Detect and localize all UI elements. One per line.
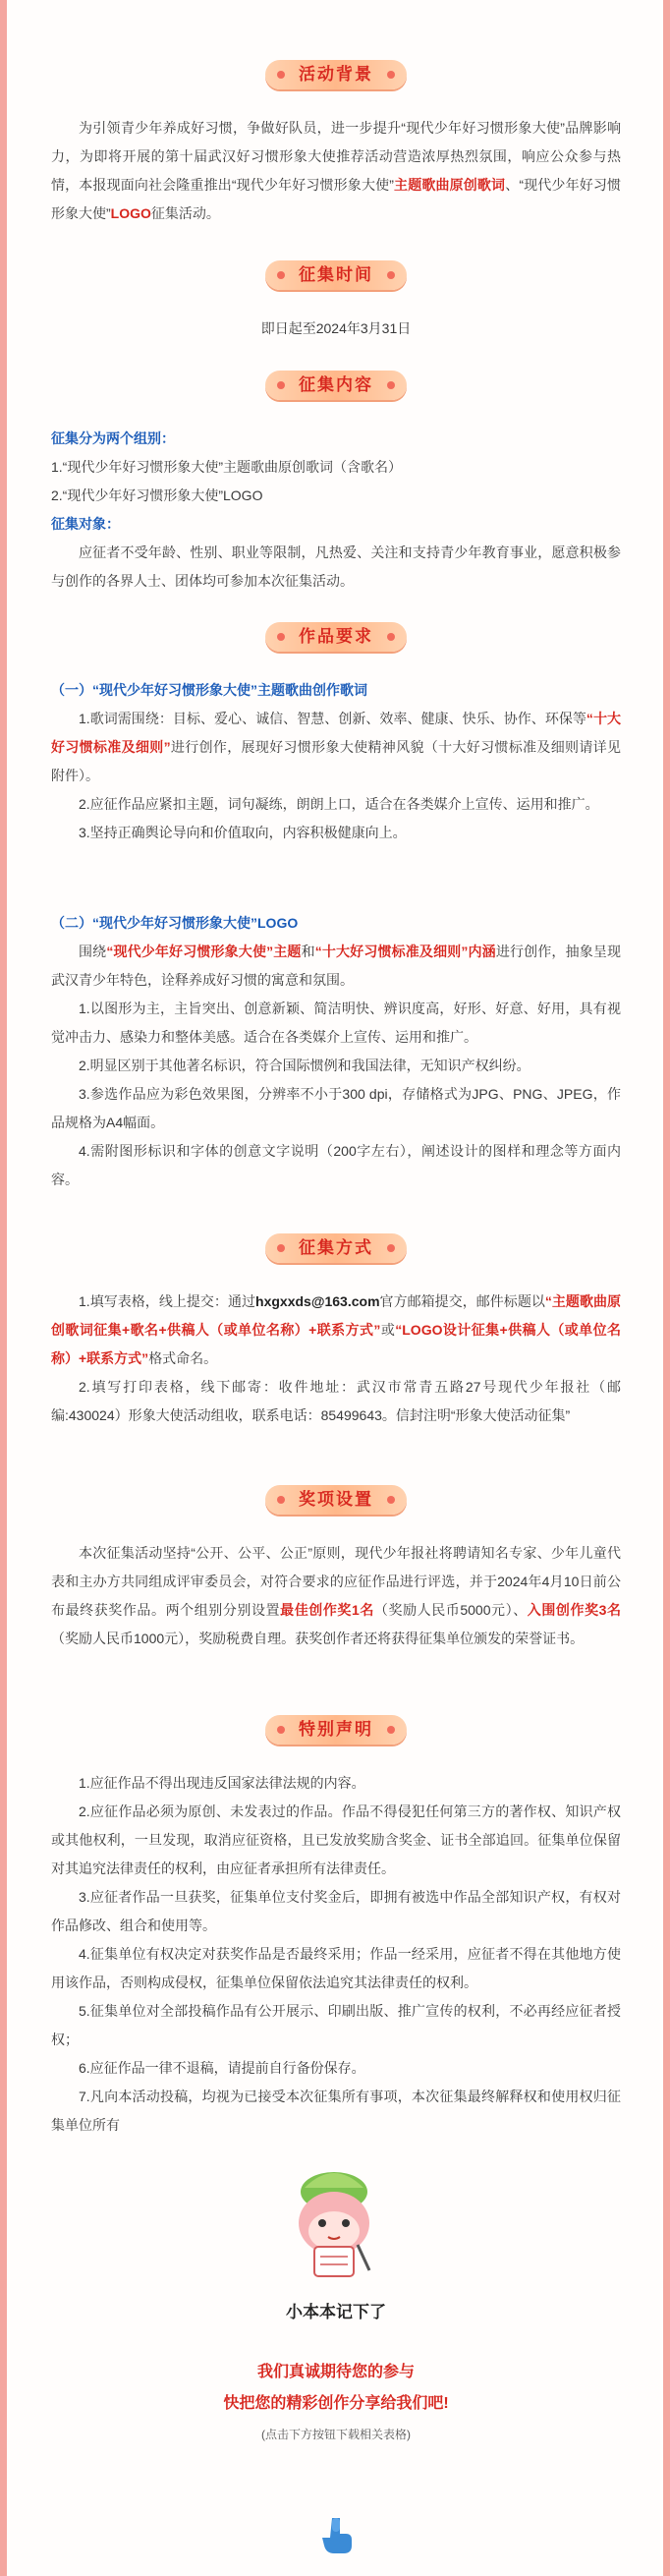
content-block — [51, 425, 621, 596]
highlight-standards: “十大好习惯标准及细则”内涵 — [314, 944, 496, 959]
method-item-online — [51, 1288, 621, 1373]
pointing-hand-icon[interactable] — [318, 2516, 354, 2555]
section-title: 征集内容 — [265, 371, 407, 400]
mascot-note-icon — [275, 2162, 393, 2288]
awards-text: （奖励人民币5000元）、 — [373, 1602, 528, 1618]
highlight-best-award: 最佳创作奖1名 — [280, 1602, 374, 1618]
section-header-statement — [51, 1708, 621, 1751]
method-text: 格式命名。 — [148, 1350, 218, 1366]
requirement-text: 1.歌词需围绕：目标、爱心、诚信、智慧、创新、效率、健康、快乐、协作、环保等 — [79, 711, 586, 726]
section-header-requirements — [51, 615, 621, 658]
requirement-item — [51, 938, 621, 995]
groups-title: 征集分为两个组别： — [51, 430, 175, 446]
statement-item: 3.应征者作品一旦获奖，征集单位支付奖金后，即拥有被选中作品全部知识产权，有权对作品修改、组合和使用等。 — [51, 1889, 621, 1933]
section-header-time — [51, 254, 621, 297]
time-text: 即日起至2024年3月31日 — [260, 320, 412, 336]
section-title: 征集时间 — [265, 260, 407, 290]
section-title: 活动背景 — [265, 60, 407, 89]
statement-item: 7.凡向本活动投稿，均视为已接受本次征集所有事项，本次征集最终解释权和使用权归征集单位所有 — [51, 2089, 621, 2133]
footer-invite: 我们真诚期待您的参与 — [256, 2364, 415, 2380]
method-text: 或 — [380, 1322, 396, 1338]
requirements-lyrics-block — [51, 676, 621, 847]
background-text: 为引领青少年养成好习惯，争做好队员，进一步提升“现代少年好习惯形象大使”品牌影响力，为即将开展的第十届武汉好习惯形象大使推荐活动营造浓厚热烈氛围，响应公众参与热情，本报现面向社会隆重推出“现代少年好习惯形象大使” — [51, 120, 621, 193]
footer-note: (点击下方按钮下载相关表格) — [261, 2428, 411, 2441]
requirements-subtitle-lyrics: （一）“现代少年好习惯形象大使”主题歌曲创作歌词 — [51, 682, 367, 698]
section-title: 征集方式 — [265, 1233, 407, 1263]
target-title: 征集对象： — [51, 516, 120, 532]
highlight-theme: “现代少年好习惯形象大使”主题 — [106, 944, 302, 959]
highlight-standards: “十大好习惯标准及细则” — [51, 711, 621, 755]
requirement-item: 2.明显区别于其他著名标识，符合国际惯例和我国法律，无知识产权纠纷。 — [79, 1058, 530, 1073]
section-header-awards — [51, 1478, 621, 1521]
requirement-text: 围绕 — [79, 944, 107, 959]
statement-item: 4.征集单位有权决定对获奖作品是否最终采用；作品一经采用，应征者不得在其他地方使用该作品，否则构成侵权，征集单位保留依法追究其法律责任的权利。 — [51, 1946, 621, 1990]
awards-paragraph — [51, 1539, 621, 1653]
statement-item: 1.应征作品不得出现违反国家法律法规的内容。 — [79, 1775, 365, 1791]
statement-item: 5.征集单位对全部投稿作品有公开展示、印刷出版、推广宣传的权利，不必再经应征者授权； — [51, 2003, 621, 2047]
footer-share: 快把您的精彩创作分享给我们吧! — [223, 2395, 449, 2412]
background-paragraph — [51, 114, 621, 228]
email-address[interactable]: hxgxxds@163.com — [255, 1293, 380, 1309]
highlight-finalist-award: 入围创作奖3名 — [527, 1602, 621, 1618]
requirements-logo-block — [51, 909, 621, 1194]
target-text: 应征者不受年龄、性别、职业等限制，凡热爱、关注和支持青少年教育事业，愿意积极参与创作的各界人士、团体均可参加本次征集活动。 — [51, 544, 621, 589]
mascot-caption: 小本本记下了 — [286, 2303, 386, 2321]
awards-text: 本次征集活动坚持“公开、公平、公正”原则，现代少年报社将聘请知名专家、少年儿童代表和主办方共同组成评审委员会，对符合要求的应征作品进行评选，并于2024年4月10日前公布最终获奖作品。两个组别分别设置 — [51, 1545, 621, 1618]
section-title: 作品要求 — [265, 622, 407, 652]
group-item-2: 2.“现代少年好习惯形象大使”LOGO — [51, 487, 263, 503]
requirement-item: 3.坚持正确舆论导向和价值取向，内容积极健康向上。 — [79, 825, 407, 840]
highlight-lyrics-format: “主题歌曲原创歌词征集+歌名+供稿人（或单位名称）+联系方式” — [51, 1293, 622, 1338]
statement-block — [51, 1769, 621, 2140]
requirement-item: 1.以图形为主，主旨突出、创意新颖、简洁明快、辨识度高，好形、好意、好用，具有视觉冲击力、感染力和整体美感。适合在各类媒介上宣传、运用和推广。 — [51, 1001, 621, 1045]
section-header-method — [51, 1227, 621, 1270]
requirement-text: 和 — [301, 944, 315, 959]
method-block — [51, 1288, 621, 1430]
requirements-subtitle-logo: （二）“现代少年好习惯形象大使”LOGO — [51, 915, 299, 931]
requirement-text: 进行创作，抽象呈现武汉青少年特色，诠释养成好习惯的寓意和氛围。 — [51, 944, 622, 988]
statement-item: 2.应征作品必须为原创、未发表过的作品。作品不得侵犯任何第三方的著作权、知识产权或其他权利，一旦发现，取消应征资格，且已发放奖励含奖金、证书全部追回。征集单位保留对其追究法律责任的权利，由应征者承担所有法律责任。 — [51, 1803, 621, 1876]
awards-text: （奖励人民币1000元），奖励税费自理。获奖创作者还将获得征集单位颁发的荣誉证书。 — [51, 1631, 585, 1646]
requirement-text: 进行创作，展现好习惯形象大使精神风貌（十大好习惯标准及细则请详见附件）。 — [51, 739, 622, 783]
requirement-item: 3.参选作品应为彩色效果图，分辨率不小于300 dpi，存储格式为JPG、PNG、JPEG，作品规格为A4幅面。 — [51, 1086, 621, 1130]
highlight-lyrics: 主题歌曲原创歌词 — [393, 177, 506, 193]
background-text-2: 、“现代少年好习惯形象大使” — [51, 177, 622, 221]
highlight-logo: LOGO — [110, 205, 151, 221]
section-header-content — [51, 364, 621, 407]
highlight-logo-format: “LOGO设计征集+供稿人（或单位名称）+联系方式” — [51, 1322, 622, 1366]
group-item-1: 1.“现代少年好习惯形象大使”主题歌曲原创歌词（含歌名） — [51, 459, 402, 475]
requirement-item — [51, 705, 621, 790]
method-text: 官方邮箱提交，邮件标题以 — [379, 1293, 545, 1309]
method-item-offline: 2.填写打印表格，线下邮寄：收件地址：武汉市常青五路27号现代少年报社（邮编:430024）形象大使活动组收，联系电话：85499643。信封注明“形象大使活动征集” — [51, 1379, 621, 1423]
section-header-background — [51, 53, 621, 96]
section-title: 特别声明 — [265, 1715, 407, 1745]
requirement-item: 4.需附图形标识和字体的创意文字说明（200字左右），阐述设计的图样和理念等方面内容。 — [51, 1143, 621, 1187]
background-text-3: 征集活动。 — [150, 205, 220, 221]
section-title: 奖项设置 — [265, 1485, 407, 1515]
statement-item: 6.应征作品一律不退稿，请提前自行备份保存。 — [79, 2060, 365, 2076]
requirement-item: 2.应征作品应紧扣主题，词句凝练，朗朗上口，适合在各类媒介上宣传、运用和推广。 — [79, 796, 599, 812]
method-text: 1.填写表格，线上提交：通过 — [79, 1293, 256, 1309]
